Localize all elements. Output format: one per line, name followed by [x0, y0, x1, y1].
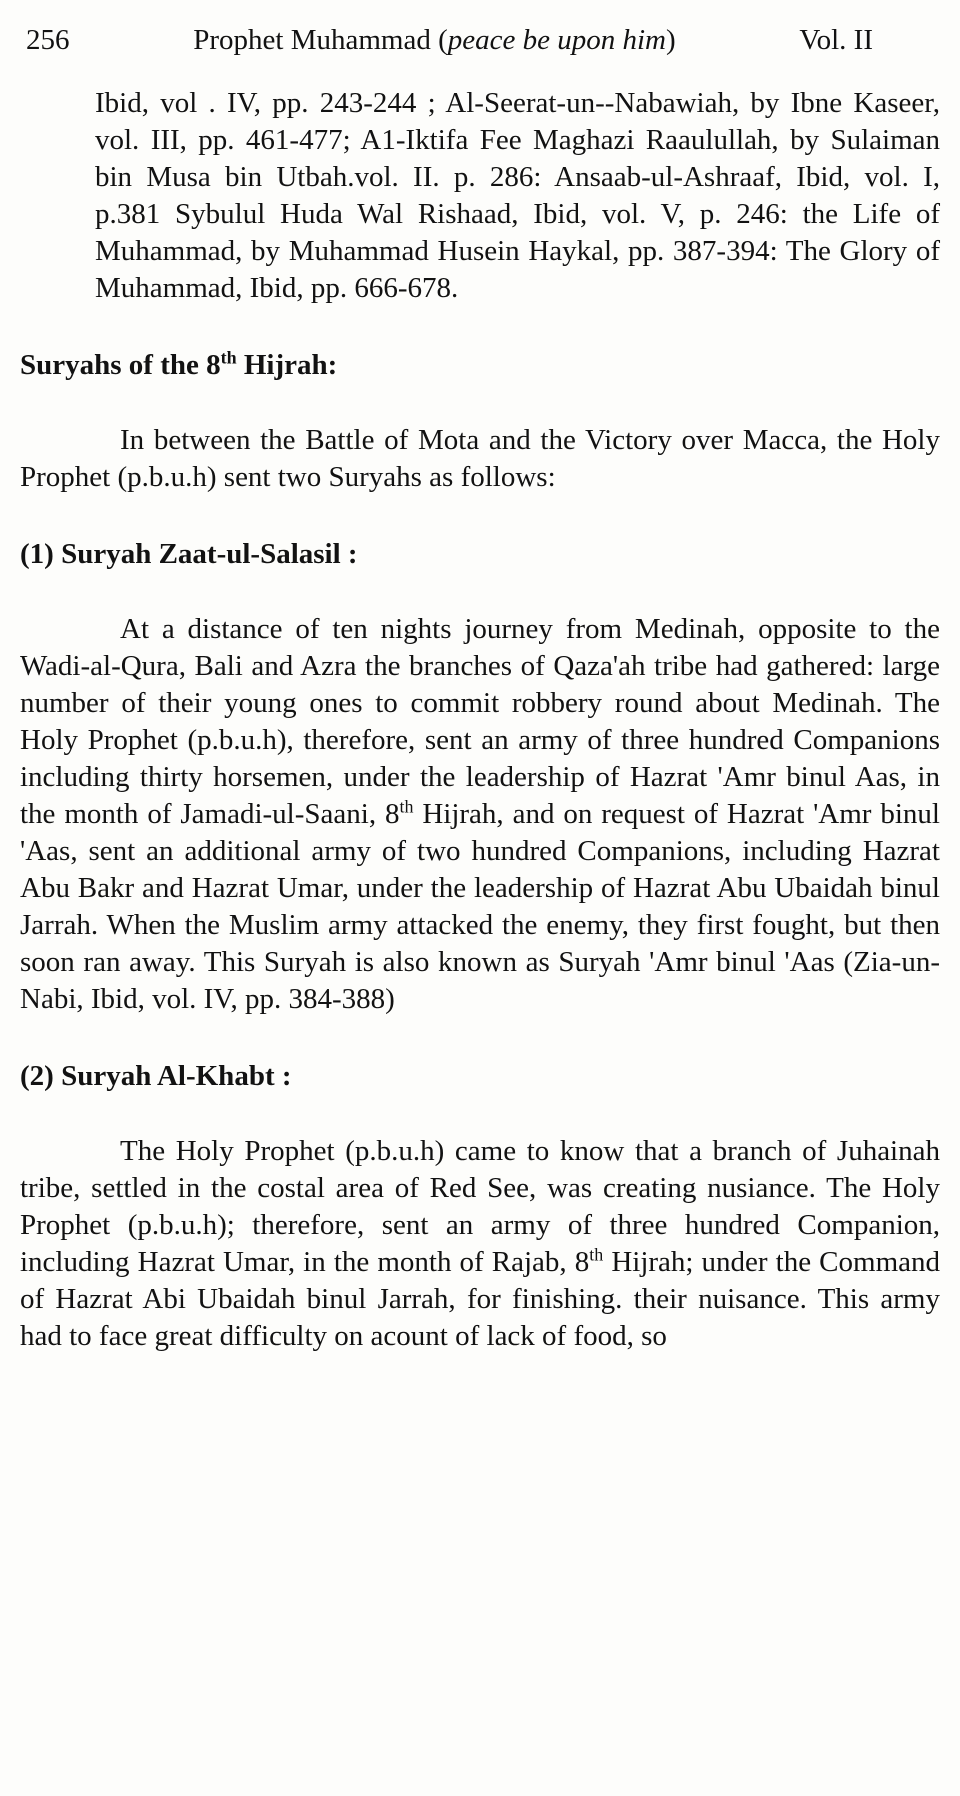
page-header [20, 22, 940, 59]
citation-paragraph: Ibid, vol . IV, pp. 243-244 ; Al-Seerat-un--Nabawiah, by Ibne Kaseer, vol. III, pp. 461-477; A1-Iktifa Fee Maghazi Raaulullah, by Sulaiman bin Musa bin Utbah.vol. II. p. 286: Ansaab-ul-Ashraaf, Ibid, vol. I, p.381 Sybulul Huda Wal Rishaad, Ibid, vol. V, p. 246: the Life of Muhammad, by Muhammad Husein Haykal, pp. 387-394: The Glory of Muhammad, Ibid, pp. 666-678. [95, 87, 940, 304]
running-title: Prophet Muhammad (peace be upon him) [193, 24, 676, 56]
suryah-zaat-ul-salasil-paragraph: At a distance of ten nights journey from Medinah, opposite to the Wadi-al-Qura, Bali and Azra the branches of Qaza'ah tribe had gathered: large number of their young ones to commit robbery round about Medinah. The Holy Prophet (p.b.u.h), therefore, sent an army of three hundred Companions including thirty horsemen, under the leadership of Hazrat 'Amr binul Aas, in the month of Jamadi-ul-Saani, 8th Hijrah, and on request of Hazrat 'Amr binul 'Aas, sent an additional army of two hundred Companions, including Hazrat Abu Bakr and Hazrat Umar, under the leadership of Hazrat Abu Ubaidah binul Jarrah. When the Muslim army attacked the enemy, they first fought, but then soon ran away. This Suryah is also known as Suryah 'Amr binul 'Aas (Zia-un-Nabi, Ibid, vol. IV, pp. 384-388) [20, 613, 940, 1015]
intro-paragraph: In between the Battle of Mota and the Victory over Macca, the Holy Prophet (p.b.u.h) sent two Suryahs as follows: [20, 424, 940, 493]
page-number: 256 [26, 24, 70, 56]
section-heading-suryah-al-khabt: (2) Suryah Al-Khabt : [20, 1060, 292, 1092]
suryah-al-khabt-paragraph: The Holy Prophet (p.b.u.h) came to know that a branch of Juhainah tribe, settled in the costal area of Red See, was creating nusiance. The Holy Prophet (p.b.u.h); therefore, sent an army of three hundred Companion, including Hazrat Umar, in the month of Rajab, 8th Hijrah; under the Command of Hazrat Abi Ubaidah binul Jarrah, for finishing. their nuisance. This army had to face great difficulty on acount of lack of food, so [20, 1135, 940, 1352]
section-heading-suryahs-8th-hijrah: Suryahs of the 8th Hijrah: [20, 347, 338, 381]
section-heading-suryah-zaat-ul-salasil: (1) Suryah Zaat-ul-Salasil : [20, 538, 358, 570]
volume-label: Vol. II [799, 24, 873, 56]
